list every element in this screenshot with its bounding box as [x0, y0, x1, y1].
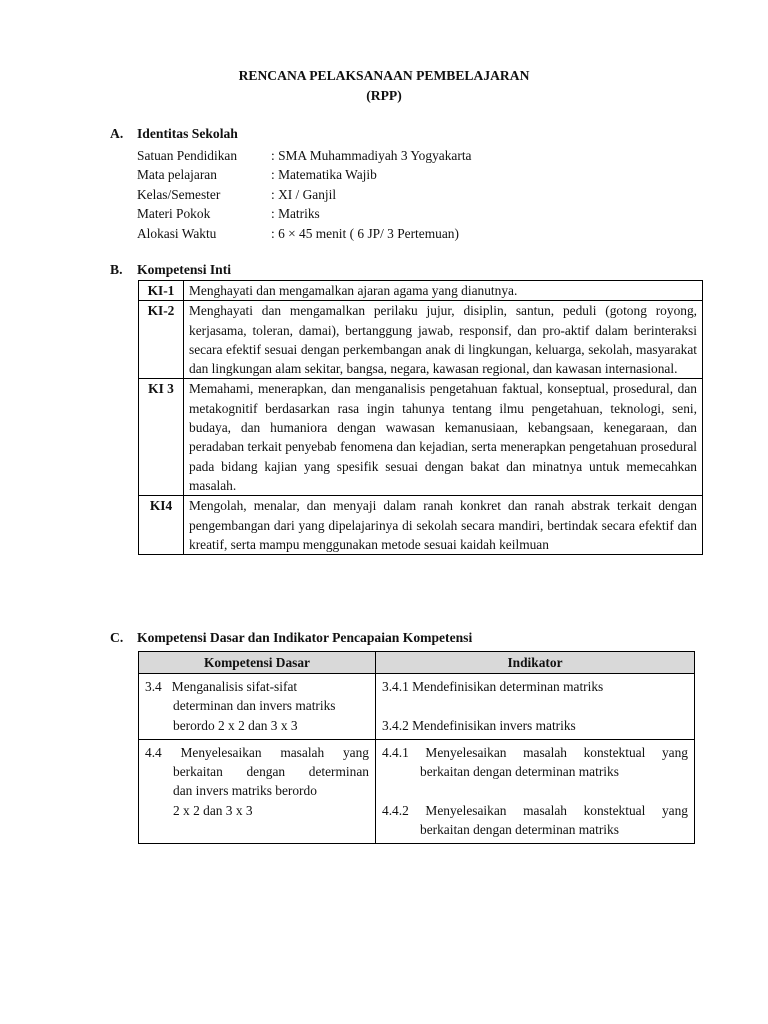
table-row: [139, 301, 703, 379]
ki-code: KI 3: [139, 379, 184, 496]
document-title: RENCANA PELAKSANAAN PEMBELAJARAN: [238, 68, 530, 83]
identity-value: : SMA Muhammadiyah 3 Yogyakarta: [271, 148, 472, 163]
identity-row: [137, 185, 471, 204]
kd-line: 4.4 Menyelesaikan masalah yang: [145, 744, 369, 760]
indikator-line: 4.4.2 Menyelesaikan masalah konstektual yang: [382, 802, 688, 818]
section-a-letter: A.: [110, 126, 124, 141]
indikator-line: berkaitan dengan determinan matriks: [420, 764, 619, 780]
ki-text: Menghayati dan mengamalkan perilaku jujur, disiplin, santun, peduli (gotong royong, kerjasama, toleran, damai), bertanggung jawab, responsif, dan pro-aktif dalam berinteraksi secara efektif sesuai dengan perkembangan anak di lingkungan, keluarga, sekolah, masyarakat dan lingkungan alam sekitar, bangsa, negara, kawasan regional, dan kawasan internasional.: [184, 301, 703, 379]
ki-code: KI-2: [139, 301, 184, 379]
ki-code: KI4: [139, 496, 184, 555]
kd-line: 3.4 Menganalisis sifat-sifat: [145, 679, 298, 694]
identity-value: : 6 × 45 menit ( 6 JP/ 3 Pertemuan): [271, 225, 459, 241]
kompetensi-dasar-table: [138, 651, 695, 844]
identity-label: Materi Pokok: [137, 206, 211, 222]
section-c-heading: [110, 630, 472, 646]
ki-text: Mengolah, menalar, dan menyaji dalam ranah konkret dan ranah abstrak terkait dengan pengembangan dari yang dipelajarinya di sekolah secara mandiri, bertindak secara efektif dan kreatif, serta mampu menggunakan metode sesuai kaidah keilmuan: [184, 496, 703, 555]
identity-label: Alokasi Waktu: [137, 225, 217, 241]
identity-label: Satuan Pendidikan: [137, 148, 238, 163]
kd-line: dan invers matriks berordo: [173, 783, 317, 799]
indikator-line: berkaitan dengan determinan matriks: [420, 822, 619, 838]
column-header-indikator: Indikator: [376, 652, 695, 674]
identity-row: [137, 224, 471, 243]
section-b-heading: [110, 262, 231, 278]
section-b-letter: B.: [110, 262, 123, 277]
kd-line: determinan dan invers matriks: [173, 698, 336, 714]
table-row: [139, 674, 695, 740]
identity-value: : Matriks: [271, 206, 320, 222]
section-c-title: Kompetensi Dasar dan Indikator Pencapaian Kompetensi: [137, 630, 473, 645]
ki-text: Menghayati dan mengamalkan ajaran agama yang dianutnya.: [184, 281, 703, 301]
table-row: [139, 496, 703, 555]
indikator-line: 4.4.1 Menyelesaikan masalah konstektual yang: [382, 744, 688, 760]
table-row: [139, 379, 703, 496]
kd-line: 2 x 2 dan 3 x 3: [173, 802, 253, 818]
identity-row: [137, 146, 471, 165]
indikator-line: 3.4.1 Mendefinisikan determinan matriks: [382, 679, 604, 694]
kd-cell: [139, 739, 376, 843]
document-subtitle: (RPP): [366, 88, 402, 103]
section-a-title: Identitas Sekolah: [137, 126, 238, 141]
identity-row: [137, 204, 471, 223]
identity-label: Kelas/Semester: [137, 186, 221, 202]
identity-row: [137, 165, 471, 184]
identity-list: [137, 146, 471, 243]
ki-code: KI-1: [139, 281, 184, 301]
table-header-row: [139, 652, 695, 674]
section-c-letter: C.: [110, 630, 124, 645]
identity-value: : Matematika Wajib: [271, 167, 377, 183]
indikator-cell: [376, 674, 695, 740]
ki-text: Memahami, menerapkan, dan menganalisis pengetahuan faktual, konseptual, prosedural, dan metakognitif berdasarkan rasa ingin tahunya tentang ilmu pengetahuan, teknologi, seni, budaya, dan humaniora dengan wawasan kemanusiaan, kebangsaan, kenegaraan, dan peradaban terkait penyebab fenomena dan kejadian, serta menerapkan pengetahuan prosedural pada bidang kajian yang spesifik sesuai dengan bakat dan minatnya untuk memecahkan masalah.: [184, 379, 703, 496]
section-a-heading: [110, 126, 238, 142]
table-row: [139, 281, 703, 301]
kd-line: berkaitan dengan determinan: [173, 764, 369, 780]
column-header-kd: Kompetensi Dasar: [139, 652, 376, 674]
identity-value: : XI / Ganjil: [271, 186, 337, 202]
kd-line: berordo 2 x 2 dan 3 x 3: [173, 717, 298, 733]
table-row: [139, 739, 695, 843]
section-b-title: Kompetensi Inti: [137, 262, 232, 277]
kompetensi-inti-table: [138, 280, 703, 555]
identity-label: Mata pelajaran: [137, 167, 217, 183]
kd-cell: [139, 674, 376, 740]
indikator-cell: [376, 739, 695, 843]
indikator-line: 3.4.2 Mendefinisikan invers matriks: [382, 717, 576, 733]
